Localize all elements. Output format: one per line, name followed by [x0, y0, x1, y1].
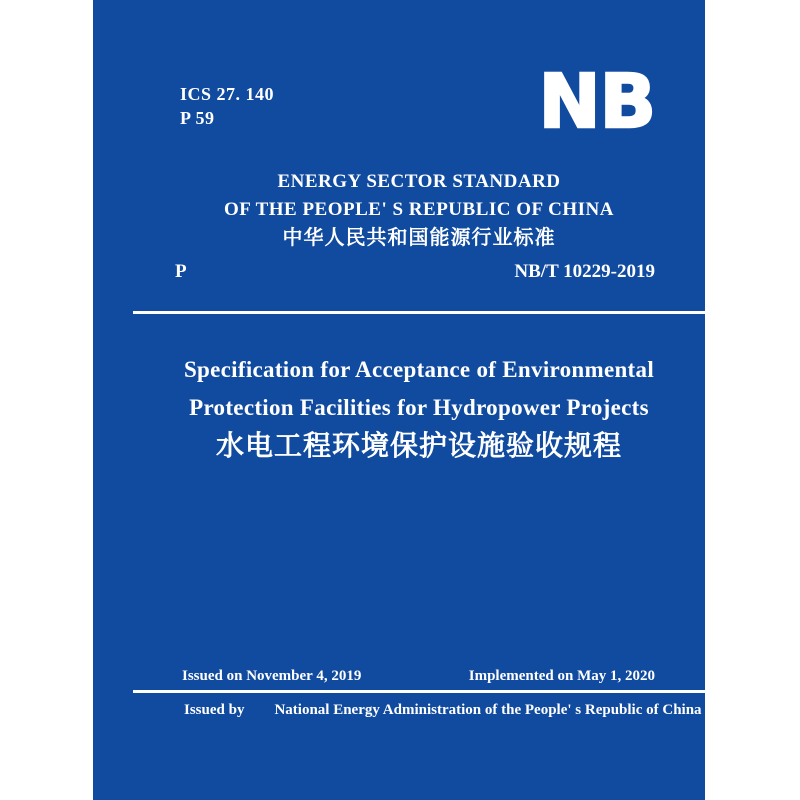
- standard-header: [133, 168, 705, 252]
- standard-cover: [93, 0, 705, 800]
- nb-logo: NB: [538, 59, 655, 145]
- cover-content: [133, 0, 705, 800]
- implemented-date: Implemented on May 1, 2020: [468, 668, 655, 684]
- issued-by-label: Issued by: [184, 702, 245, 718]
- bottom-divider-line: [133, 690, 705, 693]
- title-en-line2: Protection Facilities for Hydropower Projects: [189, 395, 649, 420]
- standard-title-block: [133, 351, 705, 467]
- header-en-line1: ENERGY SECTOR STANDARD: [277, 171, 561, 192]
- standard-number: NB/T 10229-2019: [514, 261, 655, 282]
- china-doc-class-code: P 59: [180, 108, 215, 128]
- title-zh: 水电工程环境保护设施验收规程: [215, 431, 622, 462]
- ics-code: ICS 27. 140: [180, 84, 275, 104]
- header-zh: 中华人民共和国能源行业标准: [282, 227, 556, 249]
- top-divider-line: [133, 311, 705, 314]
- header-en-line2: OF THE PEOPLE' S REPUBLIC OF CHINA: [223, 199, 614, 220]
- classification-block: [180, 82, 274, 130]
- doc-class-letter: P: [175, 261, 187, 282]
- issuer-row: [184, 700, 702, 721]
- issue-dates-row: [133, 666, 705, 687]
- issued-date: Issued on November 4, 2019: [182, 668, 362, 684]
- issuing-authority: National Energy Administration of the People' s Republic of China: [274, 702, 702, 718]
- standard-number-row: [133, 261, 705, 283]
- title-en-line1: Specification for Acceptance of Environmental: [183, 357, 655, 382]
